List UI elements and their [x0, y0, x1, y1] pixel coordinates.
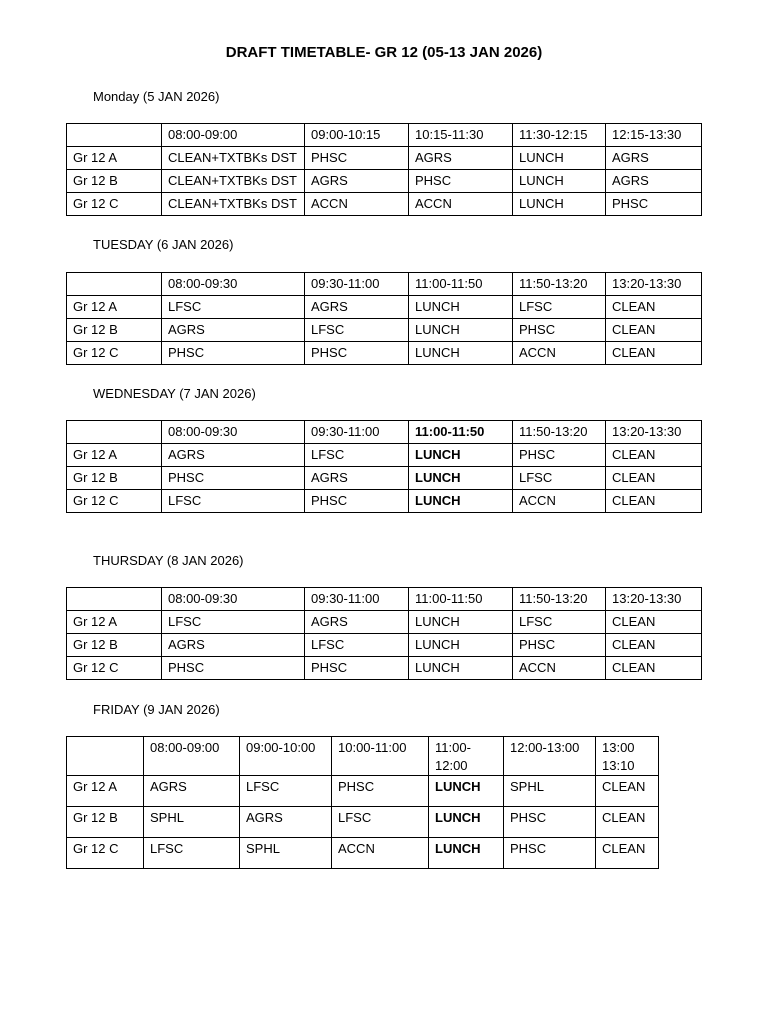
table-cell: AGRS [606, 170, 702, 193]
class-cell: Gr 12 A [67, 776, 144, 807]
header-cell: 13:00 13:10 [596, 737, 659, 776]
table-row [67, 807, 659, 838]
header-cell: 13:20-13:30 [606, 421, 702, 444]
table-cell: LFSC [332, 807, 429, 838]
table-cell: PHSC [305, 342, 409, 365]
table-cell: LFSC [513, 296, 606, 319]
table-cell: LUNCH [513, 170, 606, 193]
page-title: DRAFT TIMETABLE- GR 12 (05-13 JAN 2026) [225, 44, 543, 61]
header-row [67, 124, 702, 147]
table-cell: LUNCH [409, 467, 513, 490]
header-cell: 09:30-11:00 [305, 421, 409, 444]
table-cell: CLEAN+TXTBKs DST [162, 170, 305, 193]
table-row [67, 611, 702, 634]
header-cell: 10:00-11:00 [332, 737, 429, 776]
table-cell: ACCN [513, 490, 606, 513]
table-row [67, 634, 702, 657]
day-label-wednesday: WEDNESDAY (7 JAN 2026) [93, 386, 256, 401]
table-cell: CLEAN [606, 296, 702, 319]
table-cell: AGRS [305, 467, 409, 490]
header-cell [67, 273, 162, 296]
table-cell: CLEAN [596, 838, 659, 869]
table-cell: CLEAN [606, 444, 702, 467]
header-cell: 11:50-13:20 [513, 421, 606, 444]
table-cell: LFSC [162, 296, 305, 319]
table-row [67, 838, 659, 869]
header-cell: 11:00-12:00 [429, 737, 504, 776]
table-cell: LUNCH [409, 342, 513, 365]
table-cell: AGRS [305, 170, 409, 193]
table-cell: AGRS [305, 296, 409, 319]
class-cell: Gr 12 B [67, 807, 144, 838]
table-cell: LFSC [305, 444, 409, 467]
header-row [67, 737, 659, 776]
table-row [67, 490, 702, 513]
table-cell: LFSC [513, 467, 606, 490]
header-cell [67, 124, 162, 147]
class-cell: Gr 12 B [67, 319, 162, 342]
class-cell: Gr 12 B [67, 634, 162, 657]
table-cell: AGRS [305, 611, 409, 634]
table-cell: PHSC [513, 634, 606, 657]
table-cell: CLEAN+TXTBKs DST [162, 147, 305, 170]
timetable-friday [66, 736, 659, 869]
header-cell: 09:00-10:00 [240, 737, 332, 776]
table-cell: LUNCH [409, 657, 513, 680]
table-cell: LUNCH [409, 319, 513, 342]
table-row [67, 319, 702, 342]
table-cell: AGRS [162, 634, 305, 657]
class-cell: Gr 12 A [67, 296, 162, 319]
table-cell: CLEAN [606, 657, 702, 680]
table-cell: LUNCH [409, 296, 513, 319]
table-cell: PHSC [162, 657, 305, 680]
table-cell: LFSC [162, 611, 305, 634]
table-cell: LFSC [144, 838, 240, 869]
table-row [67, 170, 702, 193]
day-label-tuesday: TUESDAY (6 JAN 2026) [93, 237, 234, 252]
table-cell: PHSC [305, 147, 409, 170]
table-cell: AGRS [240, 807, 332, 838]
class-cell: Gr 12 A [67, 444, 162, 467]
header-cell [67, 737, 144, 776]
table-cell: LUNCH [409, 634, 513, 657]
table-row [67, 776, 659, 807]
class-cell: Gr 12 C [67, 838, 144, 869]
table-cell: LUNCH [409, 444, 513, 467]
class-cell: Gr 12 C [67, 342, 162, 365]
table-cell: LFSC [240, 776, 332, 807]
class-cell: Gr 12 A [67, 611, 162, 634]
table-cell: ACCN [409, 193, 513, 216]
table-cell: CLEAN [606, 634, 702, 657]
header-row [67, 421, 702, 444]
table-row [67, 296, 702, 319]
table-cell: LFSC [162, 490, 305, 513]
table-cell: CLEAN [606, 342, 702, 365]
class-cell: Gr 12 C [67, 490, 162, 513]
header-cell: 13:20-13:30 [606, 273, 702, 296]
header-cell: 11:00-11:50 [409, 588, 513, 611]
table-row [67, 342, 702, 365]
day-label-thursday: THURSDAY (8 JAN 2026) [93, 553, 244, 568]
header-cell: 11:00-11:50 [409, 273, 513, 296]
header-cell: 09:30-11:00 [305, 588, 409, 611]
table-cell: CLEAN+TXTBKs DST [162, 193, 305, 216]
timetable-tuesday [66, 272, 702, 365]
table-cell: LUNCH [429, 807, 504, 838]
header-cell: 08:00-09:00 [162, 124, 305, 147]
table-cell: SPHL [144, 807, 240, 838]
day-label-monday: Monday (5 JAN 2026) [93, 89, 220, 104]
table-cell: AGRS [162, 319, 305, 342]
timetable-thursday [66, 587, 702, 680]
table-cell: PHSC [606, 193, 702, 216]
table-cell: AGRS [606, 147, 702, 170]
header-cell: 11:50-13:20 [513, 273, 606, 296]
header-row [67, 273, 702, 296]
class-cell: Gr 12 C [67, 657, 162, 680]
table-cell: PHSC [305, 490, 409, 513]
header-cell: 11:50-13:20 [513, 588, 606, 611]
table-cell: LFSC [305, 634, 409, 657]
header-cell: 08:00-09:30 [162, 273, 305, 296]
table-cell: PHSC [513, 444, 606, 467]
class-cell: Gr 12 B [67, 170, 162, 193]
table-cell: LUNCH [429, 776, 504, 807]
header-cell: 08:00-09:30 [162, 588, 305, 611]
header-row [67, 588, 702, 611]
table-cell: ACCN [332, 838, 429, 869]
table-row [67, 657, 702, 680]
timetable-wednesday [66, 420, 702, 513]
table-cell: ACCN [513, 657, 606, 680]
table-row [67, 147, 702, 170]
table-cell: LUNCH [409, 490, 513, 513]
table-row [67, 467, 702, 490]
header-cell: 11:30-12:15 [513, 124, 606, 147]
table-cell: PHSC [513, 319, 606, 342]
header-cell: 09:00-10:15 [305, 124, 409, 147]
class-cell: Gr 12 C [67, 193, 162, 216]
table-cell: CLEAN [596, 776, 659, 807]
table-cell: SPHL [240, 838, 332, 869]
table-cell: CLEAN [606, 490, 702, 513]
header-cell: 13:20-13:30 [606, 588, 702, 611]
class-cell: Gr 12 A [67, 147, 162, 170]
table-cell: AGRS [162, 444, 305, 467]
table-cell: CLEAN [606, 319, 702, 342]
table-cell: LUNCH [513, 147, 606, 170]
table-cell: AGRS [409, 147, 513, 170]
table-cell: PHSC [504, 838, 596, 869]
day-label-friday: FRIDAY (9 JAN 2026) [93, 702, 220, 717]
timetable-monday [66, 123, 702, 216]
table-cell: PHSC [162, 342, 305, 365]
header-cell: 11:00-11:50 [409, 421, 513, 444]
header-cell: 10:15-11:30 [409, 124, 513, 147]
header-cell [67, 588, 162, 611]
table-cell: PHSC [305, 657, 409, 680]
table-cell: LUNCH [513, 193, 606, 216]
table-row [67, 193, 702, 216]
table-cell: CLEAN [606, 467, 702, 490]
header-cell [67, 421, 162, 444]
table-cell: LUNCH [409, 611, 513, 634]
table-cell: LFSC [305, 319, 409, 342]
header-cell: 08:00-09:00 [144, 737, 240, 776]
table-cell: ACCN [513, 342, 606, 365]
table-cell: CLEAN [606, 611, 702, 634]
table-cell: PHSC [409, 170, 513, 193]
class-cell: Gr 12 B [67, 467, 162, 490]
table-cell: SPHL [504, 776, 596, 807]
table-row [67, 444, 702, 467]
header-cell: 08:00-09:30 [162, 421, 305, 444]
table-cell: LFSC [513, 611, 606, 634]
table-cell: PHSC [332, 776, 429, 807]
table-cell: AGRS [144, 776, 240, 807]
header-cell: 12:00-13:00 [504, 737, 596, 776]
table-cell: ACCN [305, 193, 409, 216]
table-cell: PHSC [162, 467, 305, 490]
table-cell: LUNCH [429, 838, 504, 869]
header-cell: 12:15-13:30 [606, 124, 702, 147]
table-cell: CLEAN [596, 807, 659, 838]
table-cell: PHSC [504, 807, 596, 838]
header-cell: 09:30-11:00 [305, 273, 409, 296]
